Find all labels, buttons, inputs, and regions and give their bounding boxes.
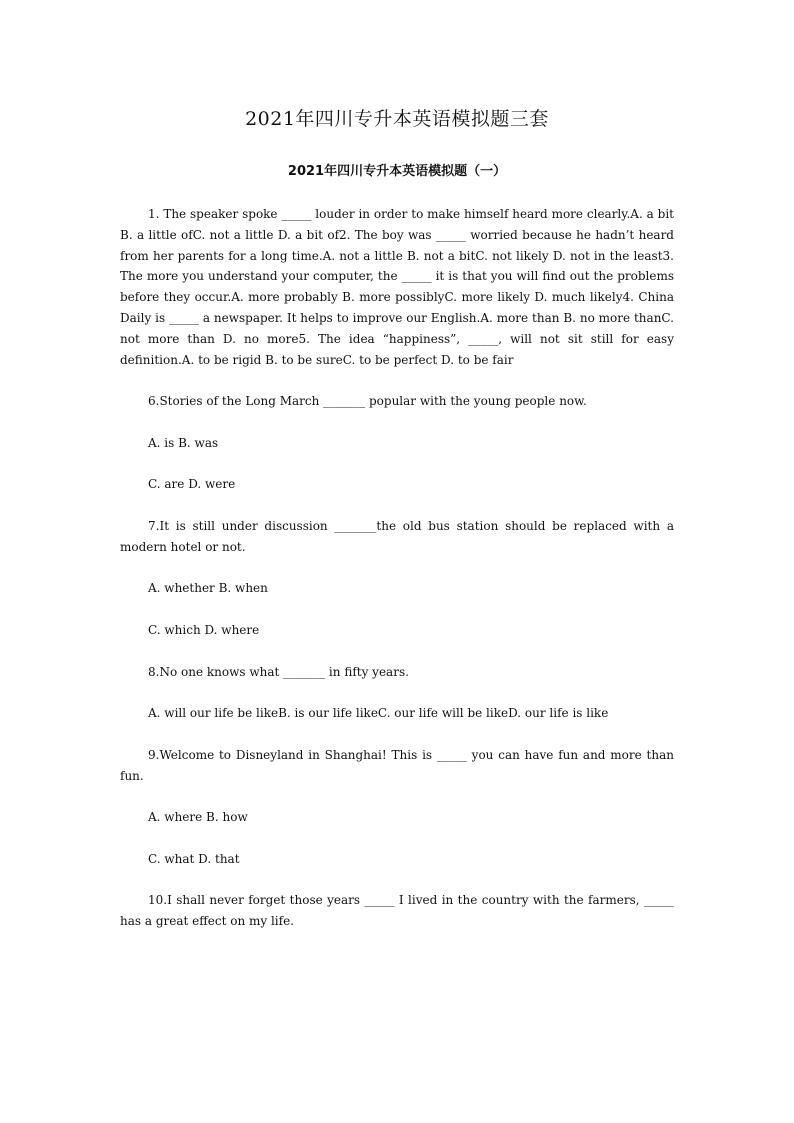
question-9-options-cd: C. what D. that xyxy=(148,851,240,866)
section-subtitle: 2021年四川专升本英语模拟题（一） xyxy=(287,164,507,179)
question-10: 10.I shall never forget those years _____ I lived in the country with the farmers, _____ has a great effect on my life. xyxy=(120,893,674,929)
question-8-options: A. will our life be likeB. is our life likeC. our life will be likeD. our life is like xyxy=(148,706,609,721)
question-6-options-ab: A. is B. was xyxy=(148,435,219,450)
document-body xyxy=(120,204,674,953)
question-6: 6.Stories of the Long March _______ popular with the young people now. xyxy=(148,394,587,409)
question-7: 7.It is still under discussion _______the old bus station should be replaced with a modern hotel or not. xyxy=(120,518,674,554)
question-9-options-ab: A. where B. how xyxy=(148,810,248,825)
question-9: 9.Welcome to Disneyland in Shanghai! This is _____ you can have fun and more than fun. xyxy=(120,747,674,783)
question-7-options-ab: A. whether B. when xyxy=(148,581,268,596)
question-7-options-cd: C. which D. where xyxy=(148,622,260,637)
document-title: 2021年四川专升本英语模拟题三套 xyxy=(245,108,549,130)
question-8: 8.No one knows what _______ in fifty years. xyxy=(148,664,409,679)
question-block-1-5: 1. The speaker spoke _____ louder in order to make himself heard more clearly.A. a bit B. a little ofC. not a little D. a bit of2. The boy was _____ worried because he hadn’t heard from her parents for a long time.A. not a little B. not a bitC. not likely D. not in the least3. The more you understand your computer, the _____ it is that you will find out the problems before they occur.A. more probably B. more possiblyC. more likely D. much likely4. China Daily is _____ a newspaper. It helps to improve our English.A. more than B. no more thanC. not more than D. no more5. The idea “happiness”, _____, will not sit still for easy definition.A. to be rigid B. to be sureC. to be perfect D. to be fair xyxy=(120,207,674,367)
question-6-options-cd: C. are D. were xyxy=(148,477,236,492)
